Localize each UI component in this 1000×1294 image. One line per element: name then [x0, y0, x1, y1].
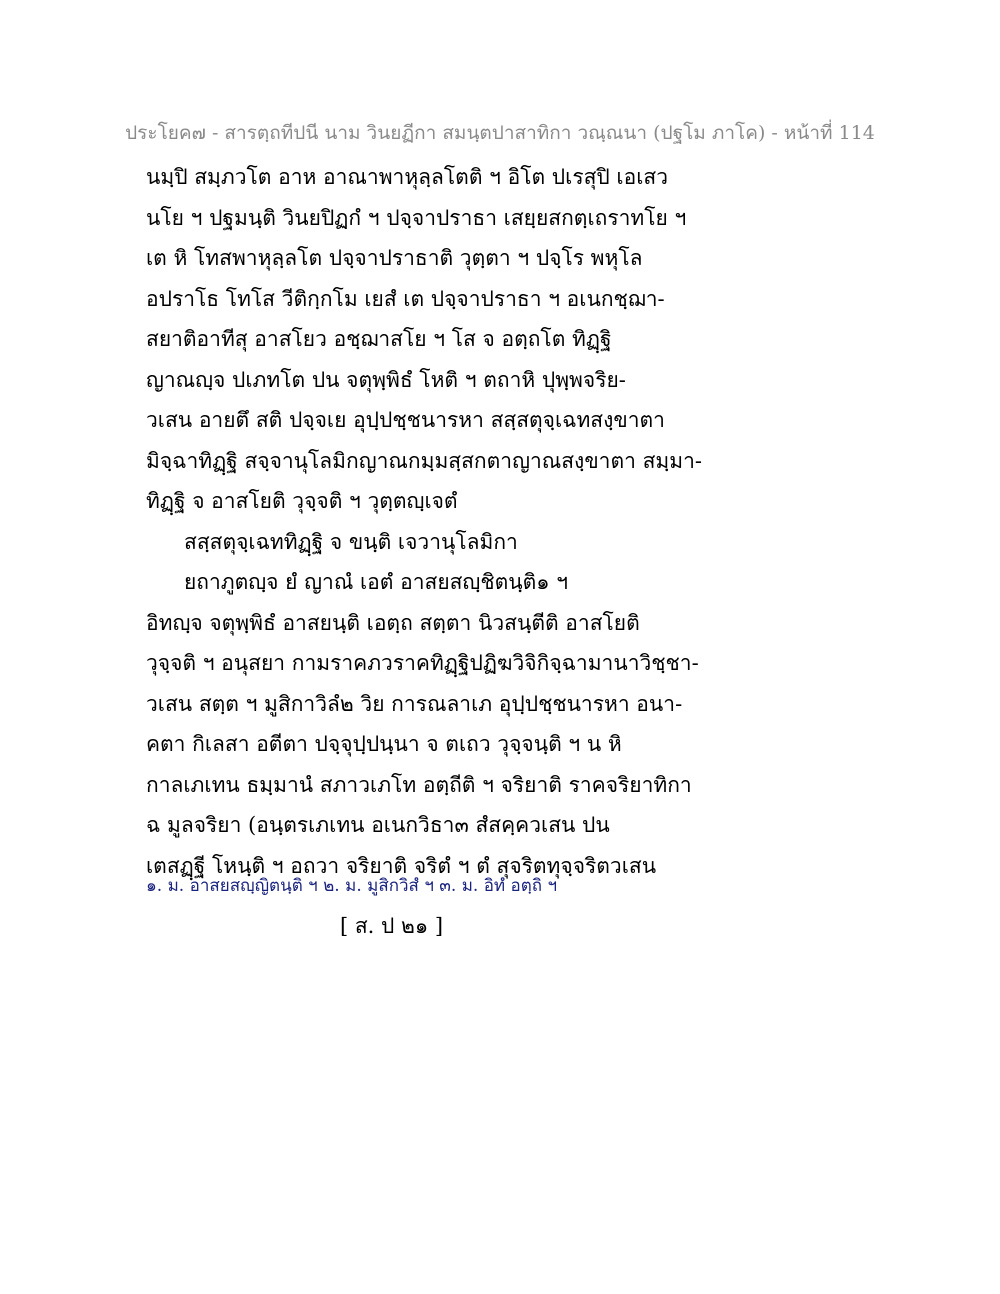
page-header: ประโยค๗ - สารตฺถทีปนี นาม วินยฏีกา สมนฺตปาสาทิกา วณฺณนา (ปฐโม ภาโค) - หน้าที่ 114	[125, 122, 875, 144]
text-line: วุจฺจติ ฯ อนุสยา กามราคภวราคทิฏฺฐิปฏิฆวิจิกิจฺฉามานาวิชฺชา-	[146, 651, 699, 675]
text-line: คตา กิเลสา อตีตา ปจฺจุปฺปนฺนา จ ตเถว วุจฺจนฺติ ฯ น หิ	[146, 732, 622, 756]
text-line: ทิฏฺฐิ จ อาสโยติ วุจฺจติ ฯ วุตฺตญฺเจตํ	[146, 489, 458, 513]
text-line: กาลเภเทน ธมฺมานํ สภาวเภโท อตฺถีติ ฯ จริยาติ ราคจริยาทิกา	[146, 772, 692, 797]
text-line: มิจฺฉาทิฏฺฐิ สจฺจานุโลมิกญาณกมฺมสฺสกตาญาณสงฺขาตา สมฺมา-	[146, 448, 702, 473]
text-line: เต หิ โทสพาหุลฺลโต ปจฺจาปราธาติ วุตฺตา ฯ ปจฺโร พหุโล	[146, 246, 643, 270]
text-line: วเสน สตฺต ฯ มูสิกาวิลํ๒ วิย การณลาเภ อุปฺปชฺชนารหา อนา-	[146, 691, 683, 716]
text-line: ญาณญฺจ ปเภทโต ปน จตุพฺพิธํ โหติ ฯ ตถาหิ ปุพฺพจริย-	[146, 367, 626, 392]
footnote: ๑. ม. อาสยสญฺญิตนฺติ ฯ ๒. ม. มูสิกวิสํ ฯ ๓. ม. อิทํ อตฺถิ ฯ	[146, 876, 558, 896]
text-line: เตสฏฺฐี โหนฺติ ฯ อถวา จริยาติ จริตํ ฯ ตํ สุจริตทุจฺจริตวเสน	[146, 853, 657, 878]
text-line: นมฺปิ สมฺภวโต อาห อาณาพาหุลฺลโตติ ฯ อิโต ปเรสุปิ เอเสว	[146, 165, 668, 189]
text-line: วเสน อายตึ สติ ปจฺจเย อุปฺปชฺชนารหา สสฺสตุจฺเฉทสงฺขาตา	[146, 408, 665, 432]
text-line: ฉ มูลจริยา (อนฺตรเภเทน อเนกวิธา๓ สํสคฺควเสน ปน	[146, 813, 610, 837]
text-line: นโย ฯ ปฐมนฺติ วินยปิฏกํ ฯ ปจฺจาปราธา เสยฺยสกตฺเถราทโย ฯ	[146, 205, 687, 230]
verse-line: ยถาภูตญฺจ ยํ ญาณํ เอตํ อาสยสญฺชิตนฺติ๑ ฯ	[184, 570, 569, 594]
verse-line: สสฺสตุจฺเฉททิฏฺฐิ จ ขนฺติ เจวานุโลมิกา	[184, 529, 518, 554]
body-text	[146, 157, 702, 886]
page-signature: [ ส. ป ๒๑ ]	[340, 914, 444, 938]
text-line: สยาติอาทีสุ อาสโยว อชฺฌาสโย ฯ โส จ อตฺถโต ทิฏฺฐิ	[146, 327, 612, 351]
text-line: อิทญฺจ จตุพฺพิธํ อาสยนฺติ เอตฺถ สตฺตา นิวสนฺตีติ อาสโยติ	[146, 610, 640, 635]
text-line: อปราโธ โทโส วีติกฺกโม เยสํ เต ปจฺจาปราธา ฯ อเนกชฺฌา-	[146, 286, 665, 311]
